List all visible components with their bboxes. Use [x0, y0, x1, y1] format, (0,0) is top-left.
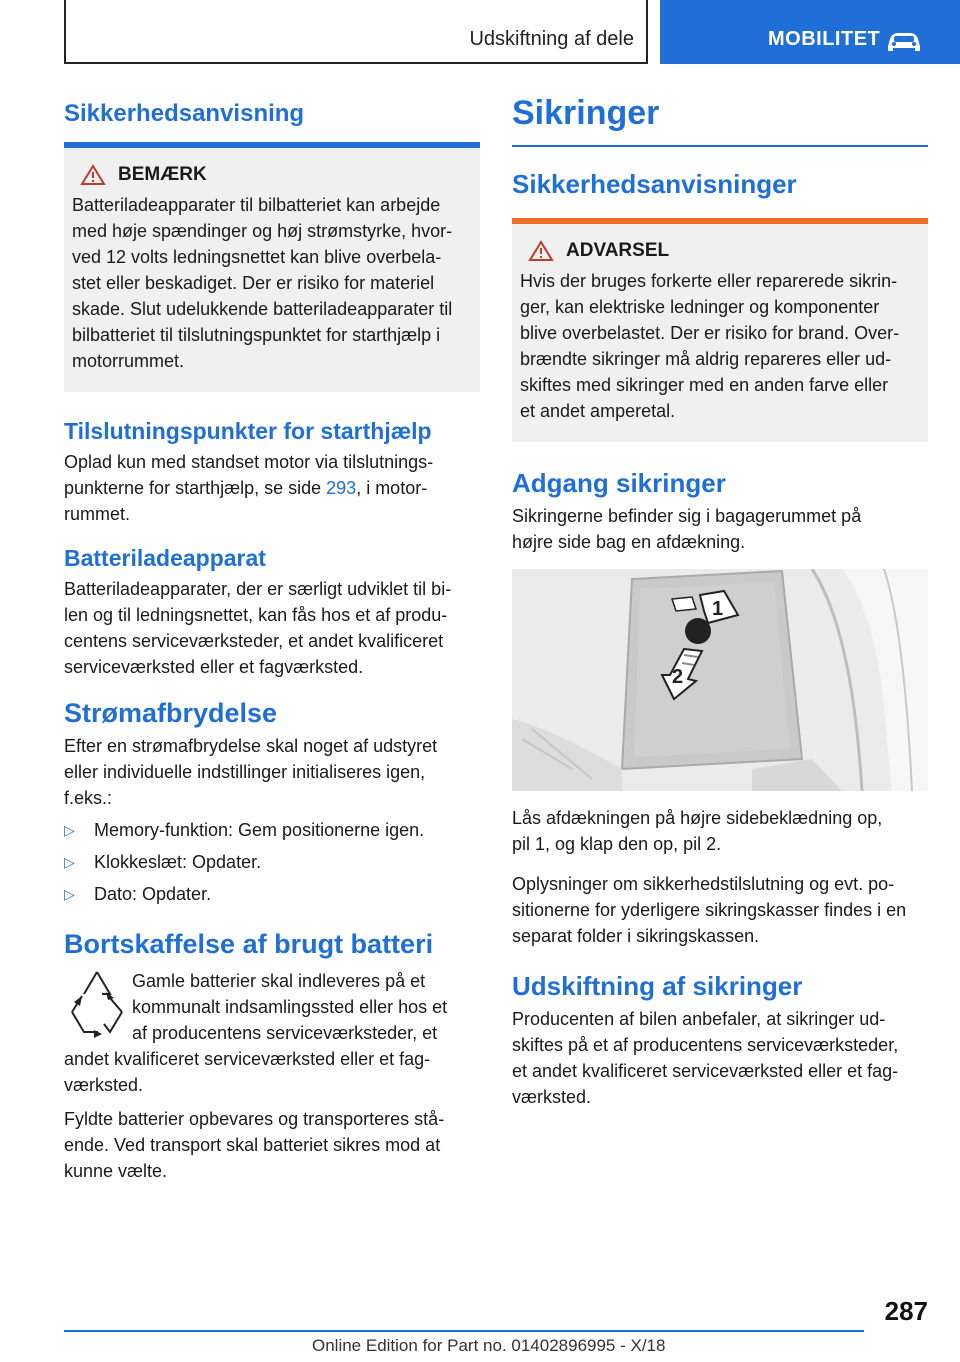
jump-start-heading: Tilslutningspunkter for starthjælp	[64, 418, 432, 444]
disposal-line: andet kvalificeret serviceværksted eller et fag-	[64, 1049, 431, 1069]
note-line: bilbatteriet til tilslutningspunktet for starthjælp i	[72, 325, 441, 345]
storage-line: kunne vælte.	[64, 1161, 168, 1181]
jump-text: , i motor-	[356, 478, 428, 498]
charger-line: serviceværksted eller et fagværksted.	[64, 657, 364, 677]
warning-box	[512, 224, 928, 442]
safety-heading-left: Sikkerhedsanvisning	[64, 100, 305, 127]
replace-line: et andet kvalificeret serviceværksted eller et fag-	[512, 1061, 899, 1081]
disposal-indented	[132, 968, 447, 1046]
note-line: stet eller beskadiget. Der er risiko for materiel	[72, 273, 435, 293]
access-heading: Adgang sikringer	[512, 468, 726, 498]
warning-line: skiftes med sikringer med en anden farve eller	[520, 375, 889, 395]
charger-line: centens serviceværksteder, et andet kvalificeret	[64, 631, 444, 651]
info-line: separat folder i sikringskassen.	[512, 926, 760, 946]
unlock-line: pil 1, og klap den op, pil 2.	[512, 834, 722, 854]
disposal-line: Gamle batterier skal indleveres på et	[132, 971, 426, 991]
power-line: f.eks.:	[64, 788, 113, 808]
storage-line: ende. Ved transport skal batteriet sikres mod at	[64, 1135, 441, 1155]
note-header	[80, 162, 472, 188]
disposal-line: værksted.	[64, 1075, 144, 1095]
figure-label-2: 2	[672, 666, 684, 688]
page-link-293[interactable]: 293	[326, 478, 357, 498]
chapter-tab-label[interactable]: MOBILITET	[768, 28, 881, 50]
replace-line: skiftes på et af producentens serviceværksteder,	[512, 1035, 899, 1055]
replace-line: Producenten af bilen anbefaler, at sikringer ud-	[512, 1009, 886, 1029]
page-number: 287	[884, 1296, 928, 1326]
figure-label-1: 1	[712, 598, 724, 620]
replace-line: værksted.	[512, 1087, 592, 1107]
access-line: Sikringerne befinder sig i bagagerummet på	[512, 506, 862, 526]
unlock-line: Lås afdækningen på højre sidebeklædning op,	[512, 808, 883, 828]
footer-rule	[64, 1330, 864, 1332]
page-title: Sikringer	[512, 94, 660, 132]
list-item-text: Memory-funktion: Gem positionerne igen.	[94, 820, 425, 840]
list-item	[64, 817, 480, 843]
jump-line: rummet.	[64, 504, 131, 524]
storage-line: Fyldte batterier opbevares og transporteres stå-	[64, 1109, 445, 1129]
warning-line: ger, kan elektriske ledninger og komponenter	[520, 297, 880, 317]
note-box	[64, 148, 480, 392]
right-column	[512, 94, 928, 1110]
warning-triangle-icon	[528, 240, 554, 262]
edition-text: Online Edition for Part no. 01402896995 - X/18	[312, 1336, 666, 1355]
left-column	[64, 100, 480, 1184]
warning-line: brændte sikringer må aldrig repareres eller ud-	[520, 349, 892, 369]
charger-line: Batteriladeapparater, der er særligt udviklet til bi-	[64, 579, 452, 599]
info-line: sitionerne for yderligere sikringskasser findes i en	[512, 900, 907, 920]
warning-line: blive overbelastet. Der er risiko for brand. Over-	[520, 323, 900, 343]
disposal-line: kommunalt indsamlingssted eller hos et	[132, 997, 448, 1017]
list-item-text: Klokkeslæt: Opdater.	[94, 852, 262, 872]
disposal-heading: Bortskaffelse af brugt batteri	[64, 929, 434, 959]
jump-line: Oplad kun med standset motor via tilslutnings-	[64, 452, 434, 472]
note-line: ved 12 volts ledningsnettet kan blive overbela-	[72, 247, 442, 267]
charger-heading: Batteriladeapparat	[64, 545, 266, 571]
note-line: skade. Slut udelukkende batteriladeapparater til	[72, 299, 453, 319]
disposal-block	[64, 968, 480, 1046]
access-line: højre side bag en afdækning.	[512, 532, 746, 552]
warning-header	[528, 238, 920, 264]
power-line: eller individuelle indstillinger initialiseres igen,	[64, 762, 426, 782]
list-item	[64, 849, 480, 875]
warning-line: Hvis der bruges forkerte eller reparerede sikrin-	[520, 271, 898, 291]
fuse-cover-illustration	[512, 569, 928, 791]
car-icon	[884, 30, 924, 54]
note-line: Batteriladeapparater til bilbatteriet kan arbejde	[72, 195, 441, 215]
title-rule	[512, 145, 928, 147]
safety-heading-right: Sikkerhedsanvisninger	[512, 169, 797, 199]
jump-text: punkterne for starthjælp, se side	[64, 478, 327, 498]
power-line: Efter en strømafbrydelse skal noget af udstyret	[64, 736, 438, 756]
triangle-bullet-icon: ▷	[64, 886, 75, 902]
recycle-icon	[64, 968, 130, 1042]
note-line: motorrummet.	[72, 351, 185, 371]
warning-triangle-icon	[80, 164, 106, 186]
section-title: Udskiftning af dele	[469, 28, 634, 50]
replace-heading: Udskiftning af sikringer	[512, 971, 803, 1001]
note-label: BEMÆRK	[118, 164, 207, 185]
charger-line: len og til ledningsnettet, kan fås hos et af produ-	[64, 605, 448, 625]
note-line: med høje spændinger og høj strømstyrke, hvor-	[72, 221, 453, 241]
warning-label: ADVARSEL	[566, 240, 670, 261]
list-item	[64, 881, 480, 907]
triangle-bullet-icon: ▷	[64, 822, 75, 838]
warning-line: et andet amperetal.	[520, 401, 676, 421]
power-heading: Strømafbrydelse	[64, 698, 278, 728]
info-line: Oplysninger om sikkerhedstilslutning og evt. po-	[512, 874, 895, 894]
triangle-bullet-icon: ▷	[64, 854, 75, 870]
list-item-text: Dato: Opdater.	[94, 884, 212, 904]
disposal-line: af producentens serviceværksteder, et	[132, 1023, 438, 1043]
jump-line-with-link	[64, 475, 480, 501]
